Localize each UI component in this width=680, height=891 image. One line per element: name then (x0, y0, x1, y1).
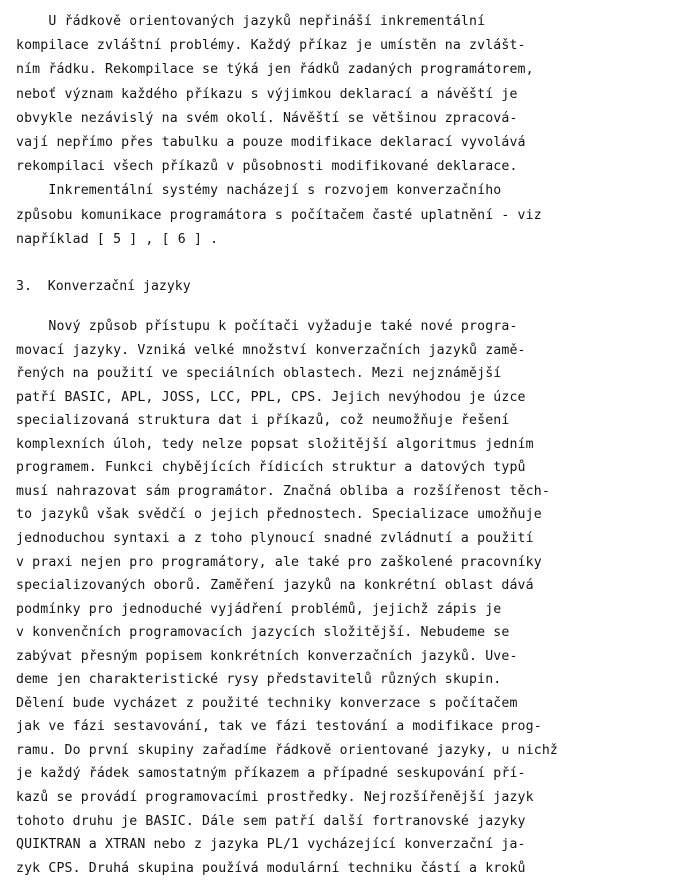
text-line: vají nepřímo přes tabulku a pouze modifikace deklarací vyvolává (16, 135, 526, 150)
text-line: musí nahrazovat sám programátor. Značná obliba a rozšířenost těch- (16, 483, 550, 499)
text-line: movací jazyky. Vzniká velké množství konverzačních jazyků zamě- (16, 342, 526, 358)
text-line: to jazyků však svědčí o jejich přednostech. Specializace umožňuje (16, 507, 542, 523)
text-line: specializovaných oborů. Zaměření jazyků na konkrétní oblast dává (16, 578, 534, 594)
text-line: programem. Funkci chybějících řídicích struktur a datových typů (16, 460, 526, 476)
text-line: patří BASIC, APL, JOSS, LCC, PPL, CPS. Jejich nevýhodou je úzce (16, 389, 526, 405)
text-line: ním řádku. Rekompilace se týká jen řádků zadaných programátorem, (16, 62, 534, 78)
text-line: obvykle nezávislý na svém okolí. Návěští se většinou zpracová- (16, 110, 518, 126)
text-line: ramu. Do první skupiny zařadíme řádkově orientované jazyky, u nichž (16, 742, 558, 758)
text-line: v praxi nejen pro programátory, ale také pro zaškolené pracovníky (16, 554, 542, 570)
text-line: Nový způsob přístupu k počítači vyžaduje také nové progra- (16, 319, 518, 334)
text-line: komplexních úloh, tedy nelze popsat složitější algoritmus jedním (16, 436, 534, 452)
text-line: specializovaná struktura dat i příkazů, což neumožňuje řešení (16, 413, 510, 429)
text-line: jednoduchou syntaxi a z toho plynoucí snadné zvládnutí a použití (16, 530, 534, 546)
text-line: kazů se provádí programovacími prostředky. Nejrozšířenější jazyk (16, 790, 534, 805)
text-line: zyk CPS. Druhá skupina používá modulární techniku částí a kroků (16, 860, 526, 876)
text-line: tohoto druhu je BASIC. Dále sem patří další fortranovské jazyky (16, 813, 526, 829)
text-line: rekompilaci všech příkazů v působnosti modifikované deklarace. (16, 159, 518, 175)
text-line: U řádkově orientovaných jazyků nepřináší inkrementální (16, 14, 486, 29)
text-line: kompilace zvláštní problémy. Každý příkaz je umístěn na zvlášt- (16, 38, 526, 54)
text-line: Inkrementální systémy nacházejí s rozvojem konverzačního (16, 183, 502, 198)
text-line: jak ve fázi sestavování, tak ve fázi testování a modifikace prog- (16, 719, 542, 735)
text-line: řených na použití ve speciálních oblastech. Mezi nejznámější (16, 366, 502, 382)
text-line: podmínky pro jednoduché vyjádření problémů, jejichž zápis je (16, 601, 502, 617)
text-line: Dělení bude vycházet z použité techniky konverzace s počítačem (16, 695, 518, 711)
text-line: zabývat přesným popisem konkrétních konverzačních jazyků. Uve- (16, 648, 518, 664)
text-line: je každý řádek samostatným příkazem a případné seskupování pří- (16, 766, 526, 782)
text-line: neboť význam každého příkazu s výjimkou deklarací a návěští je (16, 86, 518, 102)
text-line: způsobu komunikace programátora s počítačem časté uplatnění - viz (16, 207, 542, 223)
text-line: deme jen charakteristické rysy představitelů různých skupin. (16, 672, 502, 688)
section-heading: 3. Konverzační jazyky (16, 279, 191, 294)
text-line: v konvenčních programovacích jazycích složitější. Nebudeme se (16, 625, 510, 641)
text-line: například [ 5 ] , [ 6 ] . (16, 232, 219, 248)
text-line: QUIKTRAN a XTRAN nebo z jazyka PL/1 vycházející konverzační ja- (16, 837, 526, 853)
